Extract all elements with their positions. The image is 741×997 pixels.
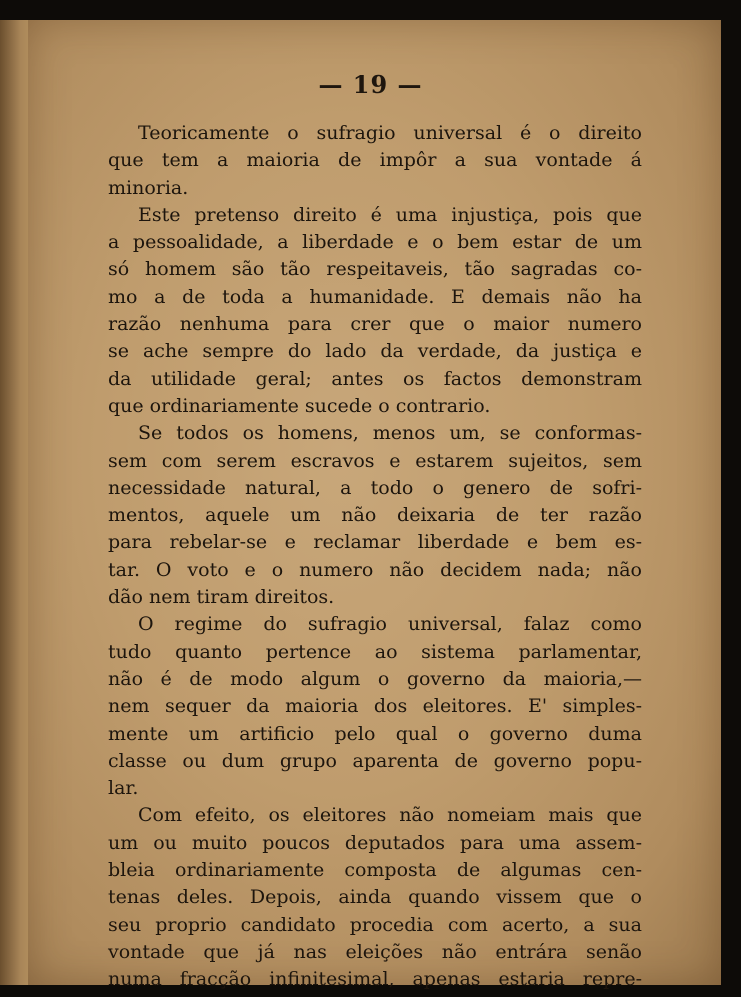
text-line: um ou muito poucos deputados para uma assem- (108, 831, 642, 854)
text-line: da utilidade geral; antes os factos demonstram (108, 367, 642, 390)
text-line: Teoricamente o sufragio universal é o direito (138, 122, 642, 144)
text-line: mo a de toda a humanidade. E demais não ha (108, 285, 642, 308)
text-line: mentos, aquele um não deixaria de ter razão (108, 504, 642, 527)
text-line: a pessoalidade, a liberdade e o bem estar de um (108, 231, 642, 254)
text-line: só homem são tão respeitaveis, tão sagradas co- (108, 258, 642, 281)
text-line: lar. (108, 777, 139, 800)
text-line: vontade que já nas eleições não entrára senão (108, 940, 642, 963)
text-line: se ache sempre do lado da verdade, da justiça e (108, 340, 642, 363)
text-line: minoria. (108, 176, 189, 199)
text-line: sem com serem escravos e estarem sujeitos, sem (108, 449, 642, 472)
text-line: O regime do sufragio universal, falaz como (138, 613, 642, 636)
text-line: nem sequer da maioria dos eleitores. E' simples- (108, 695, 642, 718)
text-line: seu proprio candidato procedia com acerto, a sua (108, 913, 642, 936)
text-line: numa fracção infinitesimal, apenas estaria repre- (108, 968, 642, 991)
text-line: Este pretenso direito é uma injustiça, pois que (138, 203, 642, 226)
page-number: — 19 — (318, 70, 423, 99)
text-line: Se todos os homens, menos um, se conformas- (138, 422, 642, 445)
text-line: tenas deles. Depois, ainda quando vissem que o (108, 886, 642, 909)
body-text (108, 120, 642, 994)
text-line: não é de modo algum o governo da maioria,— (108, 667, 642, 690)
text-line: bleia ordinariamente composta de algumas cen- (108, 859, 642, 882)
text-line: classe ou dum grupo aparenta de governo popu- (108, 749, 642, 772)
text-line: que tem a maioria de impôr a sua vontade á (108, 149, 642, 172)
text-line: para rebelar-se e reclamar liberdade e bem es- (108, 531, 642, 554)
text-line: tar. O voto e o numero não decidem nada; não (108, 558, 642, 581)
text-line: dão nem tiram direitos. (108, 586, 335, 609)
text-line: razão nenhuma para crer que o maior numero (108, 313, 642, 336)
text-line: mente um artificio pelo qual o governo duma (108, 722, 642, 745)
text-line: tudo quanto pertence ao sistema parlamentar, (108, 640, 642, 663)
text-line: Com efeito, os eleitores não nomeiam mais que (138, 804, 642, 827)
text-line: necessidade natural, a todo o genero de sofri- (108, 476, 642, 499)
text-line: que ordinariamente sucede o contrario. (108, 394, 491, 417)
